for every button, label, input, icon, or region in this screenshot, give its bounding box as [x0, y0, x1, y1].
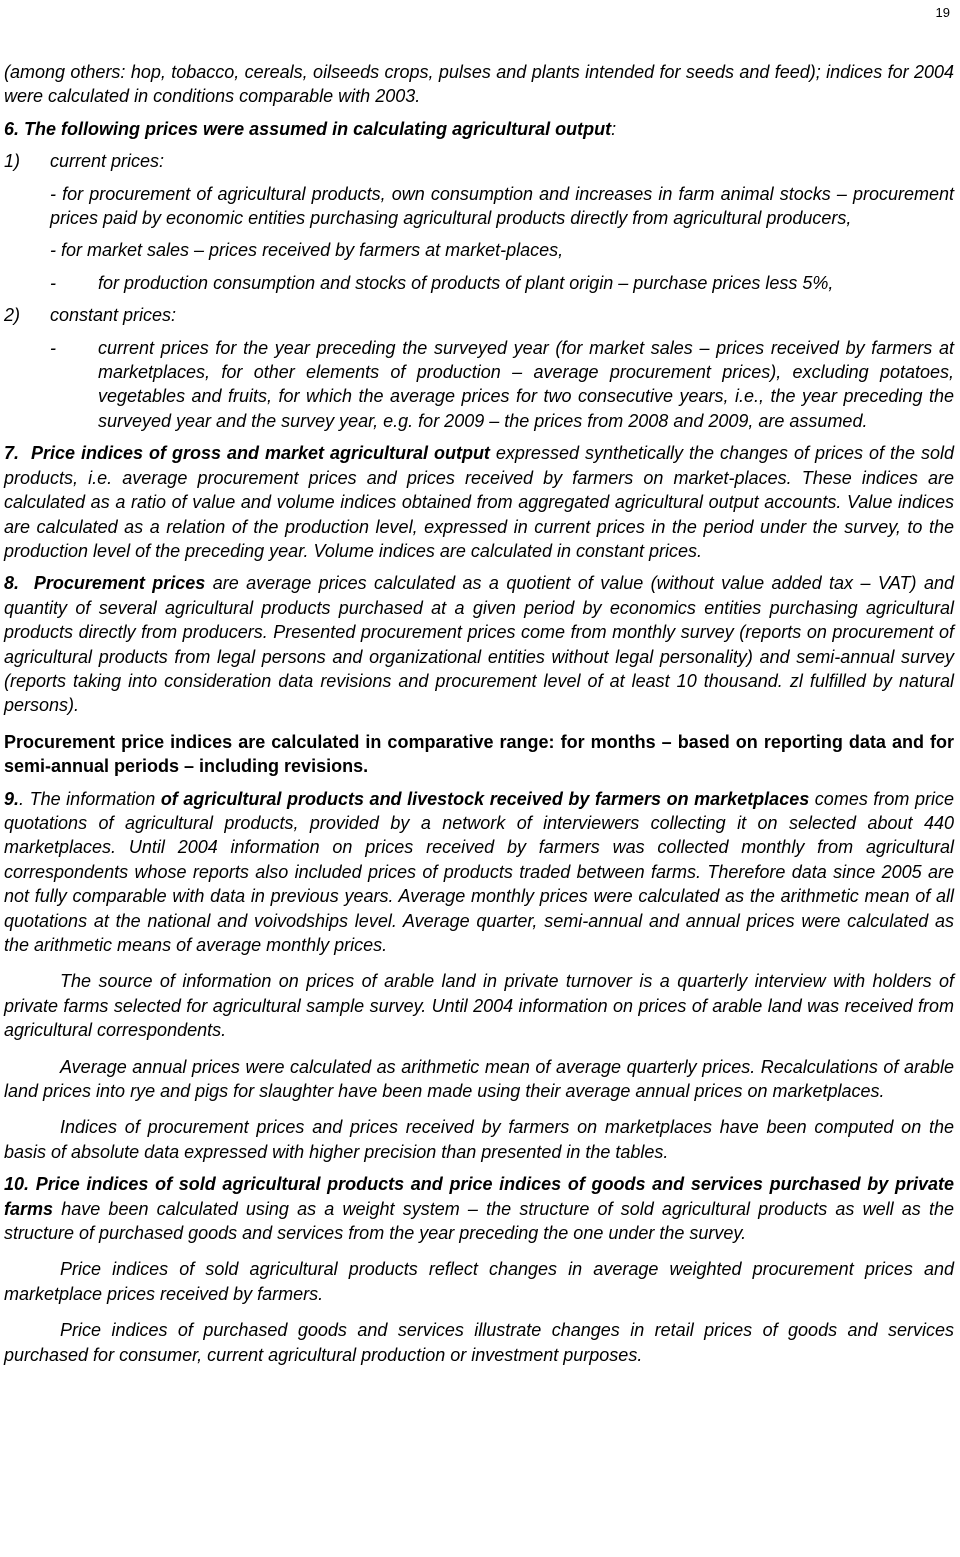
- item-2-text: constant prices:: [50, 305, 177, 326]
- intro-paragraph: (among others: hop, tobacco, cereals, oilseeds crops, pulses and plants intended for seeds and feed); indices for 2004 were calculated in conditions comparable with 2003.: [4, 62, 954, 107]
- item-1-label: 1): [4, 151, 21, 172]
- bullet-3-dash: -: [50, 272, 56, 293]
- section-6-bullet-3: [4, 271, 954, 295]
- section-9-paragraph-2: The source of information on prices of arable land in private turnover is a quarterly interview with holders of private farms selected for agricultural sample survey. Until 2004 information on prices of arable land was received from agricultural correspondents.: [4, 971, 954, 1041]
- section-8-bold-text: Procurement price indices are calculated in comparative range: for months – based on reporting data and for semi-annual periods – including revisions.: [4, 731, 954, 777]
- section-6-title: The following prices were assumed in calculating agricultural output: [24, 118, 612, 139]
- section-6-number: 6.: [4, 118, 20, 139]
- section-6-item-1: [4, 149, 954, 173]
- bullet-4-text: current prices for the year preceding the surveyed year (for market sales – prices received by farmers at marketplaces, for other elements of production – average procurement prices), excluding potatoes, vegetables and fruits, for which the average prices for two consecutive years, i.e., the year preceding the surveyed year and the survey year, e.g. for 2009 – the prices from 2008 and 2009, are assumed.: [98, 337, 954, 431]
- page-content: [4, 60, 954, 1367]
- section-6-item-2: [4, 303, 954, 327]
- section-6-heading: [4, 117, 954, 141]
- section-10-paragraph-2: Price indices of sold agricultural products reflect changes in average weighted procurement prices and marketplace prices received by farmers.: [4, 1259, 954, 1304]
- section-10-number: 10.: [4, 1174, 30, 1195]
- section-8-bold-paragraph: [4, 730, 954, 779]
- section-6-bullet-1: - for procurement of agricultural products, own consumption and increases in farm animal stocks – procurement prices paid by economic entities purchasing agricultural products directly from agricultural producers,: [50, 183, 954, 229]
- section-9-text: comes from price quotations of agricultural products, provided by a network of interviewers collecting it on selected about 440 marketplaces. Until 2004 information on prices received by farmers was collected monthly from agricultural correspondents whose reports also included prices of products traded between farms. Therefore data since 2005 are not fully comparable with data in previous years. Average monthly prices were calculated as the arithmetic mean of all quotations at the national and voivodships level. Average quarter, semi-annual and annual prices were calculated as the arithmetic means of average monthly prices.: [4, 788, 954, 955]
- section-10-text: have been calculated using as a weight system – the structure of sold agricultural products as well as the structure of purchased goods and services from the year preceding the one under the survey.: [4, 1198, 954, 1244]
- section-8-paragraph: [4, 571, 954, 717]
- section-6-bullet-4: [4, 336, 954, 434]
- section-10-paragraph: [4, 1172, 954, 1245]
- section-10-paragraph-3: Price indices of purchased goods and services illustrate changes in retail prices of goods and services purchased for consumer, current agricultural production or investment purposes.: [4, 1320, 954, 1365]
- page-number: 19: [935, 5, 950, 20]
- section-9-paragraph: [4, 787, 954, 958]
- section-7-text: expressed synthetically the changes of prices of the sold products, i.e. average procurement prices and prices received by farmers on market-places. These indices are calculated as a ratio of value and volume indices obtained from aggregated agricultural output accounts. Value indices are calculated as a relation of the production level, expressed in current prices in the period under the survey, to the production level of the preceding year. Volume indices are calculated in constant prices.: [4, 443, 954, 561]
- section-8-title: Procurement prices: [33, 573, 206, 594]
- item-1-text: current prices:: [50, 151, 165, 172]
- section-7-title: Price indices of gross and market agricultural output: [30, 443, 490, 464]
- bullet-3-text: for production consumption and stocks of products of plant origin – purchase prices less 5%,: [98, 272, 834, 293]
- section-9-paragraph-3: Average annual prices were calculated as arithmetic mean of average quarterly prices. Recalculations of arable land prices into rye and pigs for slaughter have been made using their average annual prices on marketplaces.: [4, 1056, 954, 1102]
- section-7-paragraph: [4, 441, 954, 563]
- section-9-pre: . The information: [19, 788, 161, 809]
- section-6-colon: :: [611, 118, 617, 139]
- section-8-text: are average prices calculated as a quotient of value (without value added tax – VAT) and quantity of several agricultural products purchased at a given period by economics entities purchasing agricultural products directly from producers. Presented procurement prices come from monthly survey (reports on procurement of agricultural products from legal persons and organizational entities without legal personality) and semi-annual survey (reports taking into consideration data revisions and procurement level of at least 10 thousand. zl fulfilled by natural persons).: [4, 573, 954, 716]
- section-9-title: of agricultural products and livestock received by farmers on marketplaces: [160, 788, 810, 809]
- section-10-title: Price indices of sold agricultural products and price indices of goods and services purchased by private farms: [4, 1174, 954, 1219]
- section-9-paragraph-4: Indices of procurement prices and prices received by farmers on marketplaces have been computed on the basis of absolute data expressed with higher precision than presented in the tables.: [4, 1117, 954, 1162]
- bullet-4-dash: -: [50, 337, 56, 358]
- section-6-bullet-2: - for market sales – prices received by farmers at market-places,: [50, 240, 564, 261]
- section-9-number: 9.: [4, 788, 20, 809]
- section-7-number: 7.: [4, 443, 20, 464]
- section-8-number: 8.: [4, 573, 20, 594]
- item-2-label: 2): [4, 305, 21, 326]
